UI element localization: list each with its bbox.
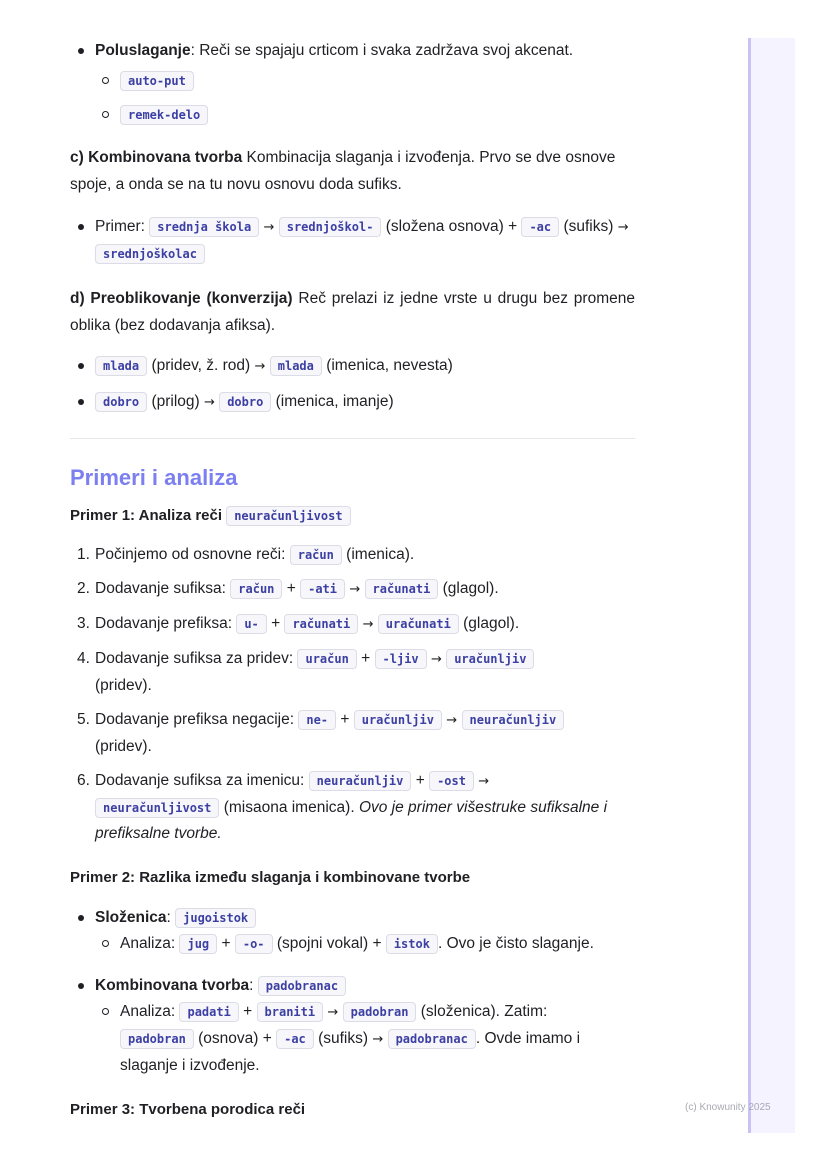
step-text: Dodavanje prefiksa:	[95, 615, 232, 632]
step-item	[70, 646, 635, 699]
arrow-icon: →	[349, 582, 361, 597]
right-sidebar-panel	[748, 38, 795, 1133]
step-item	[70, 707, 635, 760]
arrow-icon: →	[327, 1005, 339, 1020]
code-example: -ost	[429, 771, 474, 791]
inline-text: . Ovde imamo i slaganje i izvođenje.	[120, 1030, 581, 1074]
code-example: padobran	[120, 1029, 194, 1049]
step-item	[70, 768, 635, 847]
inline-text: (složenica). Zatim:	[420, 1003, 548, 1020]
code-example: srednja škola	[149, 217, 259, 237]
arrow-icon: →	[203, 395, 215, 410]
section-title: Primeri i analiza	[70, 465, 238, 490]
code-example: jugoistok	[175, 908, 256, 928]
code-example: neuračunljivost	[226, 506, 350, 526]
code-example: padati	[179, 1002, 238, 1022]
italic-note: Ovo je primer višestruke sufiksalne i prefiksalne tvorbe.	[95, 799, 608, 842]
code-example: jug	[179, 934, 217, 954]
step-text: Počinjemo od osnovne reči:	[95, 546, 286, 563]
inline-text: (imenica, imanje)	[275, 393, 394, 410]
code-example: u-	[236, 614, 266, 634]
code-example: mlada	[270, 356, 322, 376]
list-item	[70, 214, 635, 267]
arrow-icon: →	[362, 617, 374, 632]
code-example: uračun	[297, 649, 356, 669]
inline-text: (imenica, nevesta)	[326, 357, 453, 374]
list-item	[70, 38, 635, 128]
term-label: Složenica	[95, 909, 167, 926]
inline-text: (sufiks)	[318, 1030, 369, 1047]
example-sublist	[95, 68, 635, 128]
arrow-icon: →	[617, 220, 629, 235]
copyright-text: (c) Knowunity 2025	[685, 1102, 771, 1113]
code-example: ne-	[298, 710, 336, 730]
inline-text: (pridev).	[95, 738, 152, 755]
step-text: Dodavanje sufiksa za pridev:	[95, 650, 294, 667]
arrow-icon: →	[430, 652, 442, 667]
section-heading: c) Kombinovana tvorba	[70, 149, 243, 166]
arrow-icon: →	[478, 774, 490, 789]
code-example: istok	[386, 934, 438, 954]
code-example: remek-delo	[120, 105, 208, 125]
plus-sign: +	[271, 615, 281, 632]
step-text: Dodavanje sufiksa:	[95, 580, 226, 597]
code-example: -ati	[300, 579, 345, 599]
plus-sign: +	[221, 935, 231, 952]
primer1-steps	[70, 542, 635, 847]
step-item	[70, 542, 635, 568]
code-example: -o-	[235, 934, 273, 954]
code-example: srednjoškolac	[95, 244, 205, 264]
arrow-icon: →	[254, 359, 266, 374]
kombinovana-example-list	[70, 214, 635, 267]
step-item	[70, 576, 635, 603]
primer3-heading: Primer 3: Tvorbena porodica reči	[70, 1101, 306, 1118]
inline-text: (imenica).	[346, 546, 415, 563]
term-label: Poluslaganje	[95, 42, 191, 59]
list-item	[70, 389, 635, 416]
paragraph-text: Kombinacija slaganja i izvođenja. Prvo se dve osnove spoje, a onda se na tu novu osnovu doda sufiks.	[70, 149, 616, 193]
code-example: -ac	[276, 1029, 314, 1049]
sub-list-item	[95, 68, 635, 94]
term-text: : Reči se spajaju crticom i svaka zadržava svoj akcenat.	[190, 42, 574, 59]
paragraph-text: Reč prelazi iz jedne vrste u drugu bez promene oblika (bez dodavanja afiksa).	[70, 290, 635, 334]
primer-label: Primer:	[95, 218, 145, 235]
list-item: Kombinovana tvorba: padobranac Analiza: padati + braniti → padobran (složenica). Zatim: padobran (osnova) + -ac (sufiks) → padobranac . Ovde imamo i slaganje i izvođenje.	[70, 973, 635, 1079]
code-example: braniti	[257, 1002, 324, 1022]
code-example: računati	[284, 614, 358, 634]
step-number: 4.	[77, 650, 90, 667]
plus-sign: +	[286, 580, 296, 597]
sub-list-item	[95, 931, 635, 957]
code-example: -ac	[521, 217, 559, 237]
inline-text: (složena osnova) +	[385, 218, 518, 235]
code-example: neuračunljiv	[309, 771, 412, 791]
inline-text: (pridev, ž. rod)	[151, 357, 251, 374]
inline-text: . Ovo je čisto slaganje.	[437, 935, 594, 952]
inline-text: (glagol).	[442, 580, 499, 597]
code-example: uračunati	[378, 614, 459, 634]
document-content	[70, 36, 635, 1123]
inline-text: (spojni vokal) +	[276, 935, 382, 952]
preoblikovanje-list	[70, 353, 635, 416]
code-example: dobro	[95, 392, 147, 412]
primer1-heading	[70, 503, 635, 529]
inline-text: (sufiks)	[563, 218, 614, 235]
code-example: račun	[290, 545, 342, 565]
analysis-sublist	[95, 999, 635, 1079]
code-example: srednjoškol-	[279, 217, 382, 237]
code-example: uračunljiv	[446, 649, 534, 669]
plus-sign: +	[243, 1003, 253, 1020]
paragraph-kombinovana	[70, 144, 635, 198]
step-number: 5.	[77, 711, 90, 728]
code-example: uračunljiv	[354, 710, 442, 730]
step-text: Dodavanje sufiksa za imenicu:	[95, 772, 305, 789]
heading-text: Primer 1: Analiza reči	[70, 507, 223, 524]
sub-list-item	[95, 999, 635, 1079]
section-divider	[70, 438, 635, 439]
list-item: Složenica: jugoistok Analiza: jug + -o- (spojni vokal) + istok . Ovo je čisto slaganje.	[70, 905, 635, 957]
code-example: -ljiv	[375, 649, 427, 669]
code-example: neuračunljivost	[95, 798, 219, 818]
section-heading: d) Preoblikovanje (konverzija)	[70, 290, 293, 307]
paragraph-preoblikovanje	[70, 285, 635, 339]
sub-list-item	[95, 102, 635, 128]
inline-text: (glagol).	[463, 615, 520, 632]
code-example: računati	[365, 579, 439, 599]
step-text: Dodavanje prefiksa negacije:	[95, 711, 295, 728]
code-example: padobranac	[388, 1029, 476, 1049]
plus-sign: +	[361, 650, 371, 667]
arrow-icon: →	[263, 220, 275, 235]
inline-text: (pridev).	[95, 677, 152, 694]
term-label: Kombinovana tvorba	[95, 977, 250, 994]
primer2-heading: Primer 2: Razlika između slaganja i kombinovane tvorbe	[70, 869, 471, 886]
poluslaganje-list	[70, 38, 635, 128]
arrow-icon: →	[446, 713, 458, 728]
step-number: 1.	[77, 546, 90, 563]
step-number: 3.	[77, 615, 90, 632]
step-item	[70, 611, 635, 638]
inline-text: (prilog)	[151, 393, 200, 410]
code-example: padobranac	[258, 976, 346, 996]
code-example: mlada	[95, 356, 147, 376]
code-example: auto-put	[120, 71, 194, 91]
inline-text: (misaona imenica).	[223, 799, 355, 816]
code-example: neuračunljiv	[462, 710, 565, 730]
code-example: dobro	[219, 392, 271, 412]
step-number: 2.	[77, 580, 90, 597]
analiza-label: Analiza:	[120, 1003, 176, 1020]
code-example: padobran	[343, 1002, 417, 1022]
list-item	[70, 353, 635, 380]
code-example: račun	[230, 579, 282, 599]
arrow-icon: →	[372, 1032, 384, 1047]
step-number: 6.	[77, 772, 90, 789]
plus-sign: +	[415, 772, 425, 789]
primer2-list	[70, 905, 635, 1079]
analysis-sublist	[95, 931, 635, 957]
plus-sign: +	[340, 711, 350, 728]
analiza-label: Analiza:	[120, 935, 176, 952]
inline-text: (osnova) +	[198, 1030, 272, 1047]
